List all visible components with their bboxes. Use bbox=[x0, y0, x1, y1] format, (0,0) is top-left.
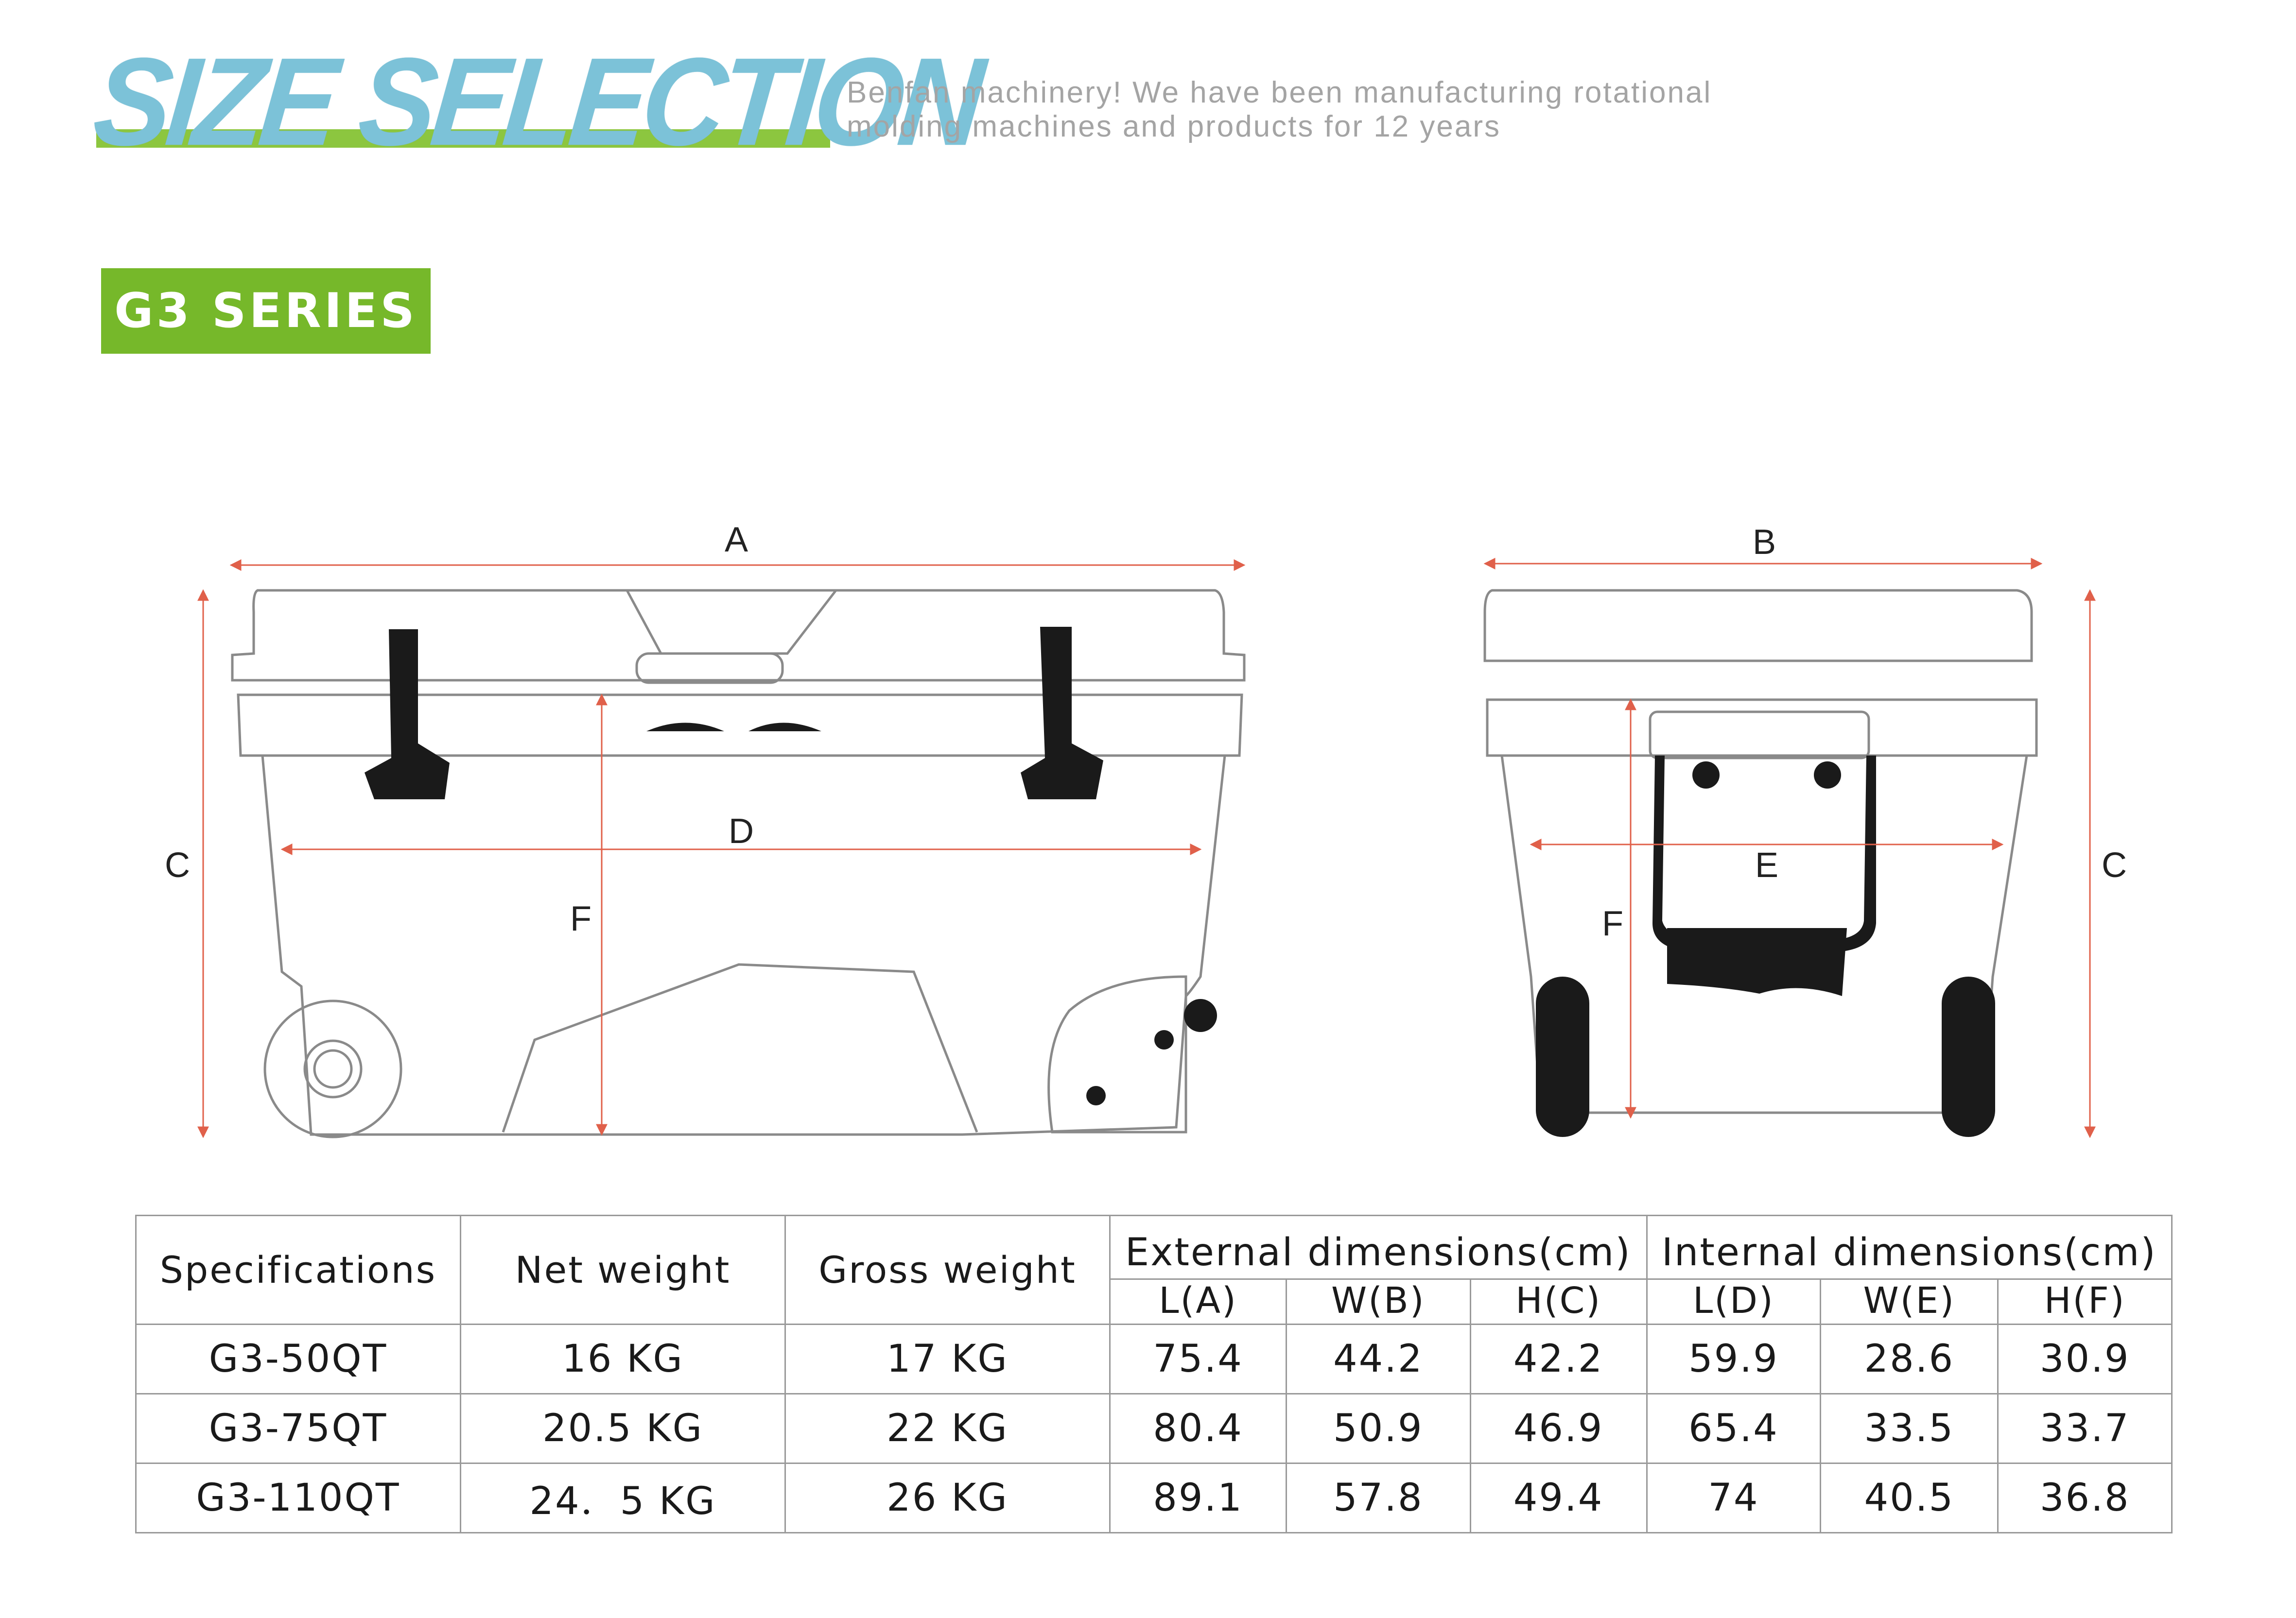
subheader-we: W(E) bbox=[1821, 1279, 1998, 1325]
dimension-labels bbox=[165, 520, 2127, 943]
page-title: SIZE SELECTION bbox=[88, 32, 985, 172]
cell-net-weight: 16 KG bbox=[461, 1325, 785, 1394]
cooler-dimension-drawing bbox=[0, 486, 2296, 1166]
cell-model: G3-50QT bbox=[136, 1325, 461, 1394]
cell-ld: 74 bbox=[1647, 1463, 1821, 1533]
page-header bbox=[0, 0, 2296, 172]
front-wheel-hub bbox=[314, 1050, 351, 1087]
side-lid bbox=[1485, 590, 2032, 661]
side-wheel-right bbox=[1942, 977, 1995, 1137]
cell-we: 40.5 bbox=[1821, 1463, 1998, 1533]
label-e: E bbox=[1755, 846, 1779, 885]
header-gross-weight: Gross weight bbox=[785, 1216, 1110, 1325]
front-bolt-3 bbox=[1086, 1086, 1106, 1105]
front-base-panel bbox=[503, 964, 977, 1132]
subheader-wb: W(B) bbox=[1287, 1279, 1470, 1325]
cell-hf: 33.7 bbox=[1998, 1394, 2172, 1463]
side-wheel-left bbox=[1536, 977, 1589, 1137]
header-external-dimensions: External dimensions(cm) bbox=[1110, 1216, 1647, 1279]
title-block bbox=[88, 32, 985, 172]
cell-hc: 42.2 bbox=[1470, 1325, 1647, 1394]
front-latch-left bbox=[365, 629, 450, 799]
table-row bbox=[136, 1463, 2172, 1533]
cell-gross-weight: 17 KG bbox=[785, 1325, 1110, 1394]
cell-ld: 65.4 bbox=[1647, 1394, 1821, 1463]
front-bolt-2 bbox=[1154, 1030, 1174, 1050]
cell-gross-weight: 22 KG bbox=[785, 1394, 1110, 1463]
cell-model: G3-75QT bbox=[136, 1394, 461, 1463]
cell-la: 89.1 bbox=[1110, 1463, 1287, 1533]
label-c-side: C bbox=[2102, 846, 2127, 885]
label-a: A bbox=[724, 520, 748, 559]
subheader-hf: H(F) bbox=[1998, 1279, 2172, 1325]
subheader-ld: L(D) bbox=[1647, 1279, 1821, 1325]
side-handle-grip bbox=[1667, 928, 1847, 996]
front-handle-left-grip bbox=[646, 723, 724, 732]
front-latches bbox=[365, 627, 1217, 1105]
table-row bbox=[136, 1325, 2172, 1394]
spec-table bbox=[135, 1215, 2173, 1533]
front-bolt-1 bbox=[1184, 999, 1217, 1032]
subheader-la: L(A) bbox=[1110, 1279, 1287, 1325]
front-rear-cap bbox=[1049, 977, 1186, 1132]
tagline-line-2: molding machines and products for 12 years bbox=[847, 110, 1501, 143]
header-specifications: Specifications bbox=[136, 1216, 461, 1325]
cell-wb: 57.8 bbox=[1287, 1463, 1470, 1533]
front-lid bbox=[232, 590, 1244, 680]
cell-we: 28.6 bbox=[1821, 1325, 1998, 1394]
side-latch-right bbox=[1814, 761, 1841, 789]
cell-la: 75.4 bbox=[1110, 1325, 1287, 1394]
table-header-row bbox=[136, 1216, 2172, 1279]
label-b: B bbox=[1752, 523, 1776, 562]
side-dark-parts bbox=[1536, 756, 1995, 1137]
series-label: G3 SERIES bbox=[114, 283, 417, 339]
cell-wb: 44.2 bbox=[1287, 1325, 1470, 1394]
front-latch-right bbox=[1021, 627, 1103, 799]
label-c-front: C bbox=[165, 846, 190, 885]
cell-gross-weight: 26 KG bbox=[785, 1463, 1110, 1533]
front-lid-handle bbox=[627, 590, 836, 654]
front-lid-latch-plate bbox=[637, 654, 783, 683]
side-handle-bracket bbox=[1650, 712, 1869, 758]
front-top-band bbox=[238, 695, 1242, 756]
cell-ld: 59.9 bbox=[1647, 1325, 1821, 1394]
header-net-weight: Net weight bbox=[461, 1216, 785, 1325]
table-row bbox=[136, 1394, 2172, 1463]
label-f-side: F bbox=[1602, 904, 1623, 943]
front-wheel-hub-inner bbox=[305, 1041, 361, 1097]
cell-hc: 46.9 bbox=[1470, 1394, 1647, 1463]
front-wheel bbox=[265, 1001, 401, 1137]
cell-model: G3-110QT bbox=[136, 1463, 461, 1533]
front-handle-right-grip bbox=[748, 723, 821, 732]
series-badge bbox=[101, 268, 431, 354]
cell-we: 33.5 bbox=[1821, 1394, 1998, 1463]
cell-wb: 50.9 bbox=[1287, 1394, 1470, 1463]
label-f-front: F bbox=[570, 899, 591, 938]
label-d: D bbox=[729, 812, 754, 851]
cell-hf: 30.9 bbox=[1998, 1325, 2172, 1394]
front-view bbox=[232, 590, 1244, 1137]
cell-net-weight: 20.5 KG bbox=[461, 1394, 785, 1463]
cell-la: 80.4 bbox=[1110, 1394, 1287, 1463]
tagline-line-1: Benfan machinery! We have been manufacturing rotational bbox=[847, 76, 1712, 109]
tagline bbox=[847, 76, 1770, 144]
subheader-hc: H(C) bbox=[1470, 1279, 1647, 1325]
side-latch-left bbox=[1692, 761, 1720, 789]
cell-hc: 49.4 bbox=[1470, 1463, 1647, 1533]
cell-net-weight: 24．5 KG bbox=[461, 1463, 785, 1533]
header-internal-dimensions: Internal dimensions(cm) bbox=[1647, 1216, 2172, 1279]
side-top-band bbox=[1487, 700, 2036, 756]
dimension-lines bbox=[203, 564, 2090, 1137]
cell-hf: 36.8 bbox=[1998, 1463, 2172, 1533]
